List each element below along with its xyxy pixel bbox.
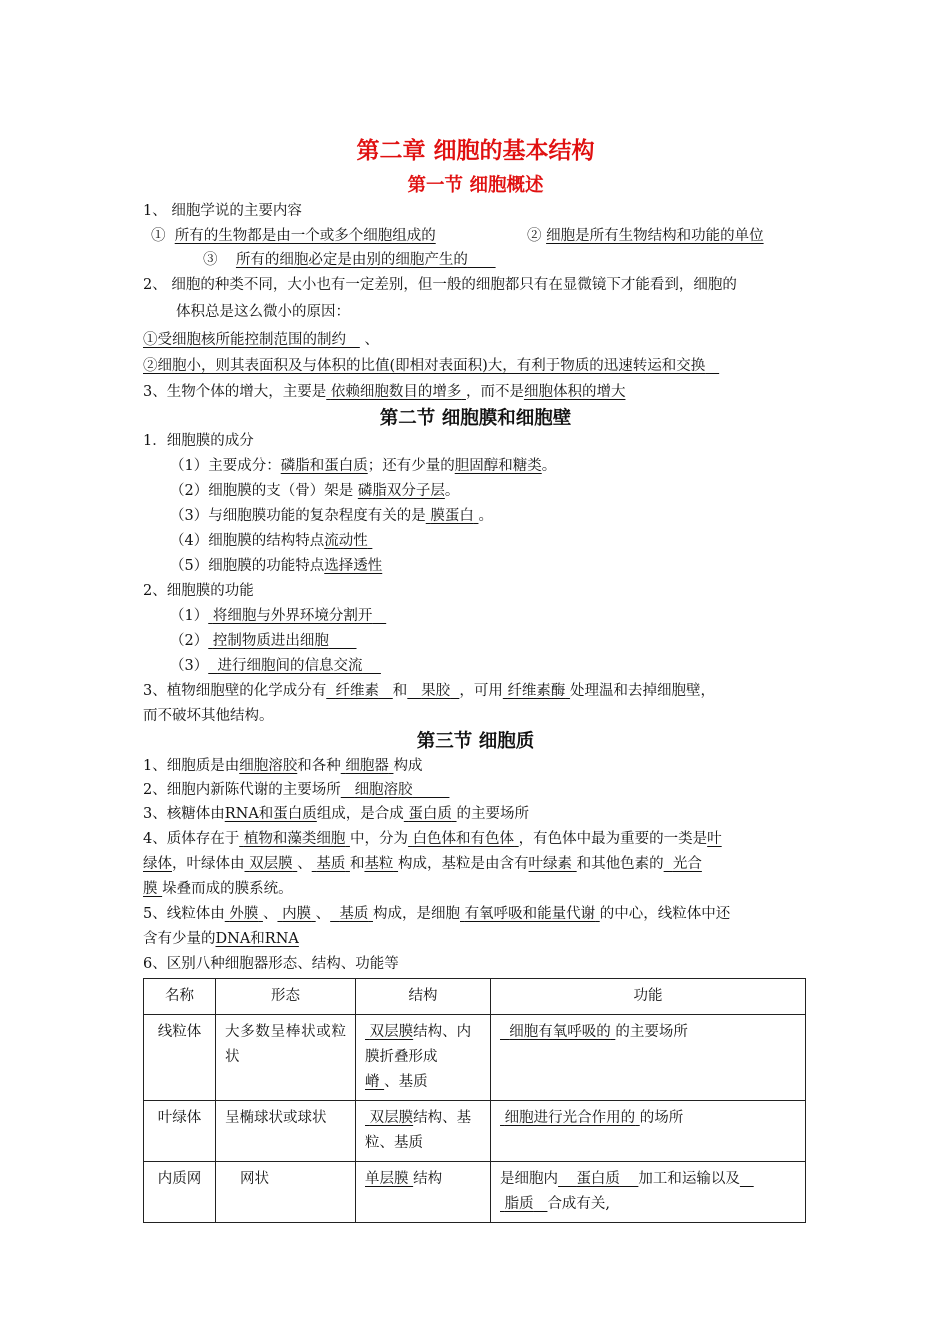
table-header: 结构 (356, 979, 491, 1015)
table-row (144, 1162, 806, 1223)
text: 构成，基粒是由含有 (398, 856, 529, 872)
answer-blank: 双层膜 (369, 1024, 414, 1040)
s2-func-2 (170, 631, 357, 651)
cell-name: 内质网 (144, 1162, 216, 1223)
text: 和各种 (297, 758, 341, 774)
cell-name: 叶绿体 (144, 1101, 216, 1162)
s3-q3 (143, 804, 529, 824)
table-row (144, 1101, 806, 1162)
text: 构成 (393, 758, 423, 774)
cell-shape: 网状 (216, 1162, 356, 1223)
cell-structure (356, 1162, 491, 1223)
answer-blank: RNA和蛋白质 (224, 806, 317, 822)
text: 和 (349, 856, 365, 872)
text: 构成，是细胞 (373, 906, 460, 922)
s2-q3-line1 (143, 681, 715, 701)
text: ，叶绿体由 (172, 856, 245, 872)
text: 是细胞内 (500, 1171, 558, 1187)
answer-blank: 磷脂和蛋白质 (280, 458, 368, 474)
table-header: 名称 (144, 979, 216, 1015)
organelle-table (143, 978, 806, 1223)
table-header: 形态 (216, 979, 356, 1015)
answer-blank: ①受细胞核所能控制范围的制约 (143, 332, 346, 348)
answer-blank: 控制物质进出细胞 (212, 633, 329, 649)
s2-q2: 2、细胞膜的功能 (143, 583, 254, 599)
s2-q1: 1．细胞膜的成分 (143, 433, 254, 449)
answer-blank: 磷脂双分子层 (357, 483, 445, 499)
answer-blank: 白色体和有色体 (412, 831, 515, 847)
text: ，而不是 (465, 384, 524, 400)
text: 的主要场所 (615, 1024, 688, 1040)
answer-blank: 内膜 (282, 906, 312, 922)
answer-blank: 细胞进行光合作用的 (504, 1110, 636, 1126)
text: （1） (170, 608, 209, 624)
text: 4、质体存在于 (143, 831, 240, 847)
text: 。 (541, 458, 557, 474)
s3-q6: 6、区别八种细胞器形态、结构、功能等 (143, 956, 399, 972)
text: 1、细胞质是由 (143, 758, 240, 774)
answer-blank: 细胞溶胶 (354, 782, 413, 798)
answer-blank: 细胞体积的增大 (523, 384, 626, 400)
answer-blank: 膜 (143, 881, 158, 897)
answer-blank: 单层膜 (365, 1171, 409, 1187)
s1-q2-reason-1 (143, 330, 379, 350)
answer-blank: 流动性 (324, 533, 368, 549)
item-number: ③ (203, 252, 218, 268)
answer-blank: 基质 (316, 856, 346, 872)
item-number: ② (527, 228, 542, 244)
answer-blank: 纤维素酶 (507, 683, 566, 699)
answer-blank: 双层膜 (369, 1110, 414, 1126)
text: 、 (297, 856, 312, 872)
text: （1）主要成分： (170, 458, 281, 474)
section-3-title: 第三节 细胞质 (416, 731, 535, 752)
answer-blank: 进行细胞间的信息交流 (217, 658, 363, 674)
cell-shape: 呈椭球状或球状 (216, 1101, 356, 1162)
s3-q4-line2 (143, 854, 702, 874)
cell-structure (356, 1015, 491, 1101)
punct: 、 (364, 332, 379, 348)
section-2-title: 第二节 细胞膜和细胞壁 (379, 408, 572, 429)
answer-blank: 叶绿素 (528, 856, 573, 872)
text: 3、核糖体由 (143, 806, 225, 822)
cell-name: 线粒体 (144, 1015, 216, 1101)
text: 。 (478, 508, 493, 524)
text: 。 (444, 483, 460, 499)
item-number: ① (151, 228, 166, 244)
answer-blank: 蛋白质 (408, 806, 452, 822)
answer-blank: 有氧呼吸和能量代谢 (464, 906, 596, 922)
cell-structure (356, 1101, 491, 1162)
text: 中，分为 (349, 831, 408, 847)
answer-blank: 果胶 (421, 683, 451, 699)
s2-item-2 (170, 481, 459, 501)
s1-q1: 1、 细胞学说的主要内容 (143, 203, 302, 219)
text: 、 (262, 906, 278, 922)
s3-q4-line1 (143, 829, 722, 849)
answer-blank: 胆固醇和糖类 (454, 458, 542, 474)
s2-item-3 (170, 506, 493, 526)
text: 、 (315, 906, 331, 922)
answer-blank: 基质 (339, 906, 369, 922)
s3-q4-line3 (143, 879, 293, 899)
text: 3、植物细胞壁的化学成分有 (143, 683, 327, 699)
text: （4）细胞膜的结构特点 (170, 533, 325, 549)
s2-item-4 (170, 531, 372, 551)
text: （2） (170, 633, 209, 649)
s3-q2 (143, 780, 449, 800)
answer-blank: 外膜 (229, 906, 259, 922)
answer-blank: ②细胞小，则其表面积及与体积的比值(即相对表面积)大，有利于物质的迅速转运和交换 (143, 358, 706, 374)
text: （5）细胞膜的功能特点 (170, 558, 325, 574)
s1-q2-reason-2 (143, 356, 719, 376)
table-header: 功能 (491, 979, 806, 1015)
text: ；还有少量的 (367, 458, 455, 474)
answer-blank: 光合 (672, 856, 702, 872)
s1-q3 (143, 382, 625, 402)
text: 结构、内膜折叠形成 (365, 1024, 472, 1065)
answer-blank: 细胞有氧呼吸的 (509, 1024, 611, 1040)
text: 加工和运输以及 (638, 1171, 740, 1187)
s2-q3-line2: 而不破坏其他结构。 (143, 708, 274, 724)
cell-function (491, 1101, 806, 1162)
chapter-title: 第二章 细胞的基本结构 (356, 137, 595, 164)
answer-blank: 基粒 (364, 856, 394, 872)
table-row (144, 1015, 806, 1101)
answer-blank: 双层膜 (249, 856, 293, 872)
answer-blank: 纤维素 (335, 683, 379, 699)
answer-blank: 细胞是所有生物结构和功能的单位 (546, 228, 764, 244)
answer-blank: 脂质 (504, 1196, 534, 1212)
text: 垛叠而成的膜系统。 (162, 881, 293, 897)
cell-shape: 大多数呈棒状或粒状 (216, 1015, 356, 1101)
s1-q1-answer-2 (527, 226, 764, 246)
text: 的主要场所 (456, 806, 530, 822)
text: （2）细胞膜的支（骨）架是 (170, 483, 354, 499)
answer-blank: 嵴 (365, 1074, 380, 1090)
text: ，可用 (459, 683, 503, 699)
answer-blank: 蛋白质 (576, 1171, 620, 1187)
text: 和其他色素的 (576, 856, 664, 872)
text: ，有色体中最为重要的一类是 (518, 831, 708, 847)
answer-blank: 选择透性 (324, 558, 383, 574)
s3-q5-line1 (143, 904, 730, 924)
s2-func-1 (170, 606, 386, 626)
answer-blank: 叶 (707, 831, 722, 847)
text: 、基质 (384, 1074, 428, 1090)
text: 5、线粒体由 (143, 906, 225, 922)
s1-q2-line2: 体积总是这么微小的原因： (176, 304, 350, 320)
answer-blank: 膜蛋白 (430, 508, 474, 524)
s2-func-3 (170, 656, 381, 676)
s3-q5-line2 (143, 929, 299, 949)
answer-blank: 绿体 (143, 856, 172, 872)
answer-blank: 将细胞与外界环境分割开 (212, 608, 373, 624)
answer-blank: DNA和RNA (215, 931, 299, 947)
text: 处理温和去掉细胞壁， (570, 683, 716, 699)
table-header-row (144, 979, 806, 1015)
s2-item-1 (170, 456, 556, 476)
text: 2、细胞内新陈代谢的主要场所 (143, 782, 341, 798)
s1-q1-answer-1 (151, 226, 436, 246)
text: （3） (170, 658, 209, 674)
answer-blank: 依赖细胞数目的增多 (330, 384, 462, 400)
text: （3）与细胞膜功能的复杂程度有关的是 (170, 508, 426, 524)
text: 含有少量的 (143, 931, 216, 947)
text: 结构、基粒、基质 (365, 1110, 472, 1151)
text: 的中心，线粒体中还 (599, 906, 731, 922)
s2-item-5 (170, 556, 382, 576)
answer-blank: 细胞器 (345, 758, 389, 774)
s1-q1-answer-3 (203, 250, 496, 270)
text: 和 (392, 683, 408, 699)
text: 组成，是合成 (316, 806, 404, 822)
answer-blank: 所有的生物都是由一个或多个细胞组成的 (174, 228, 436, 244)
section-1-title: 第一节 细胞概述 (407, 175, 544, 196)
text: 合成有关, (547, 1196, 611, 1212)
text: 的场所 (639, 1110, 684, 1126)
text: 3、生物个体的增大，主要是 (143, 384, 327, 400)
answer-blank: 所有的细胞必定是由别的细胞产生的 (235, 252, 468, 268)
text: 结构 (413, 1171, 443, 1187)
answer-blank: 细胞溶胶 (239, 758, 298, 774)
answer-blank: 植物和藻类细胞 (243, 831, 346, 847)
cell-function (491, 1015, 806, 1101)
s3-q1 (143, 756, 422, 776)
s1-q2-line1: 2、 细胞的种类不同，大小也有一定差别，但一般的细胞都只有在显微镜下才能看到，细胞的 (143, 277, 737, 293)
cell-function (491, 1162, 806, 1223)
